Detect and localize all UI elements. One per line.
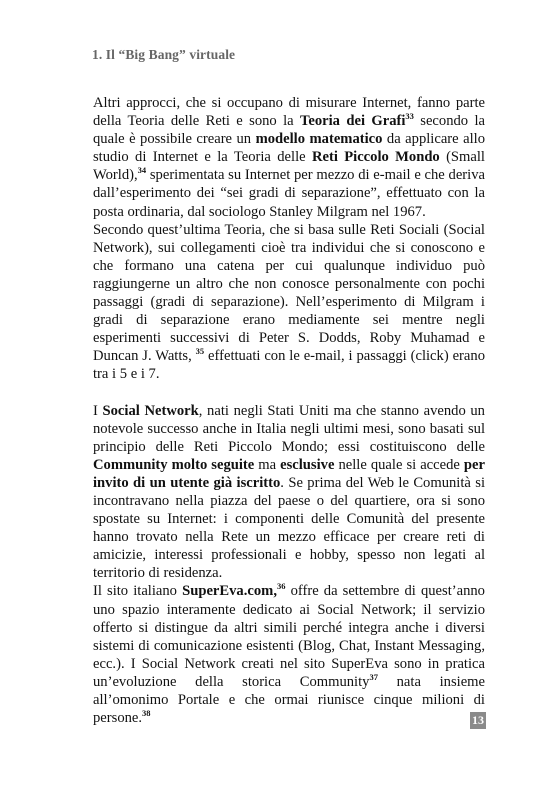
text-run: Il sito italiano — [93, 583, 183, 600]
text-run: I — [93, 402, 103, 419]
bold-term: , — [273, 583, 277, 600]
text-run: da applicare allo studio di Internet e la Teoria delle — [93, 131, 486, 166]
text-run: , nati negli Stati Uniti ma che stanno avendo un notevole successo anche in Italia negli ultimi mesi, sono basati sul principio delle Reti Piccolo Mondo; essi costituiscono delle — [93, 402, 485, 455]
running-header: 1. Il “Big Bang” virtuale — [92, 47, 236, 62]
bold-term: per invito di un utente già iscritto — [93, 456, 485, 491]
bold-term: esclusive — [280, 456, 335, 473]
text-run: nelle quale si accede — [334, 456, 464, 473]
text-run: ma — [254, 456, 281, 473]
bold-term: modello matematico — [255, 131, 383, 148]
bold-term: SuperEva.com — [182, 583, 274, 600]
footnote-ref: 33 — [405, 111, 414, 122]
text-run: effettuati con le e-mail, i passaggi (click) erano tra i 5 e i 7. — [93, 348, 485, 383]
footnote-ref: 36 — [276, 581, 286, 592]
text-run: nata insieme all’omonimo Portale e che ormai riunisce cinque milioni di persone. — [93, 673, 485, 727]
page-number: 13 — [472, 713, 484, 727]
text-run: (Small World), — [93, 149, 485, 184]
bold-term: Community molto seguite — [93, 456, 255, 473]
bold-term: Teoria dei Grafi — [299, 113, 406, 130]
paragraph — [93, 582, 485, 727]
text-run: offre da settembre di quest’anno uno spazio interamente dedicato ai Social Network; il servizio offerto si distingue da altri simili perché integra anche i diversi sistemi di comunicazione esistenti (Blog, Chat, Instant Messaging, ecc.). I Social Network creati nel sito SuperEva sono in pratica un’evoluzione della storica Community — [93, 583, 485, 690]
footnote-ref: 35 — [195, 346, 205, 357]
footnote-ref: 38 — [142, 708, 151, 719]
text-run: secondo la quale è possibile creare un — [93, 113, 485, 148]
text-run: sperimentata su Internet per mezzo di e-mail e che deriva dall’esperimento dei “sei gradi di separazione”, effettuato con la posta ordinaria, dal sociologo Stanley Milgram nel 1967. — [93, 167, 485, 220]
bold-term: Reti Piccolo Mondo — [311, 149, 440, 166]
paragraph — [93, 94, 485, 221]
bold-term: Social Network — [102, 402, 199, 419]
footnote-ref: 34 — [137, 165, 147, 176]
text-run: . Se prima del Web le Comunità si incontravano nella piazza del paese o del quartiere, ora si sono spostate su Internet: i componenti delle Comunità del presente hanno trovato nella Rete un mezzo efficace per creare reti di amicizie, interessi professionali e hobby, spesso non legati al territorio di residenza. — [93, 474, 485, 582]
footnote-ref: 37 — [369, 672, 378, 683]
text-run: Secondo quest’ultima Teoria, che si basa sulle Reti Sociali (Social Network), sui collegamenti cioè tra individui che si conoscono e che formano una catena per cui qualunque individuo può raggiungerne un altro che non conosce personalmente con pochi passaggi (gradi di separazione). Nell’esperimento di Milgram i gradi di separazione erano mediamente sei mentre negli esperimenti successivi di Peter S. Dodds, Roby Muhamad e Duncan J. Watts, — [93, 221, 485, 365]
paragraph — [93, 221, 485, 384]
paragraph — [93, 402, 485, 583]
text-run: Altri approcci, che si occupano di misurare Internet, fanno parte della Teoria delle Reti e sono la — [93, 95, 485, 130]
body-text — [93, 94, 485, 727]
